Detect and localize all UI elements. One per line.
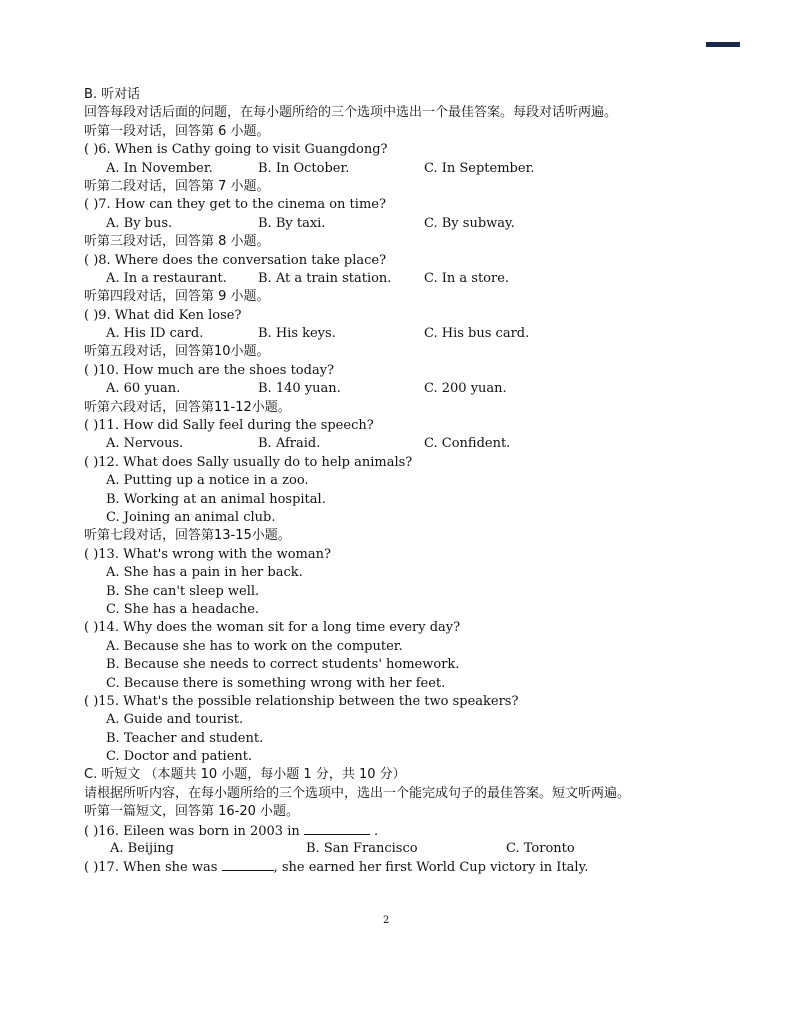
answer-blank-16 [304,822,370,835]
option-9a: A. His ID card. [106,326,204,342]
option-13c: C. She has a headache. [106,601,260,617]
question-17 [84,858,734,876]
passage-intro-1: 听第一篇短文，回答第 16-20 小题。 [84,804,300,820]
question-17-stem: ( )17. When she was [84,860,222,876]
option-6a: A. In November. [106,160,213,176]
option-15c: C. Doctor and patient. [106,749,253,765]
answer-blank-17 [222,858,274,871]
options-16 [84,840,734,858]
question-10: ( )10. How much are the shoes today? [84,362,335,378]
option-12b: B. Working at an animal hospital. [106,491,326,507]
option-14b: B. Because she needs to correct students' homework. [106,657,460,673]
dialog-intro-3: 听第三段对话，回答第 8 小题。 [84,234,270,250]
question-11: ( )11. How did Sally feel during the speech? [84,418,374,434]
question-15: ( )15. What's the possible relationship between the two speakers? [84,693,519,709]
exam-sheet [84,86,734,877]
option-11c: C. Confident. [424,436,511,452]
option-9c: C. His bus card. [424,326,530,342]
option-16b: B. San Francisco [306,841,418,857]
section-b-title: B. 听对话 [84,87,141,102]
options-11 [84,435,734,453]
option-11b: B. Afraid. [258,436,321,452]
question-6: ( )6. When is Cathy going to visit Guangdong? [84,142,388,158]
option-7c: C. By subway. [424,215,515,231]
question-17-end: , she earned her first World Cup victory in Italy. [273,860,589,876]
dialog-intro-7: 听第七段对话，回答第13-15小题。 [84,528,291,544]
option-15a: A. Guide and tourist. [106,712,244,728]
option-12a: A. Putting up a notice in a zoo. [106,473,309,489]
corner-mark [706,42,740,47]
question-8: ( )8. Where does the conversation take place? [84,252,387,268]
question-16 [84,822,734,840]
question-13: ( )13. What's wrong with the woman? [84,546,331,562]
option-11a: A. Nervous. [106,436,184,452]
section-c-title: C. 听短文 （本题共 10 小题，每小题 1 分，共 10 分） [84,767,406,783]
question-14: ( )14. Why does the woman sit for a long time every day? [84,620,461,636]
options-8 [84,270,734,288]
options-7 [84,215,734,233]
option-8a: A. In a restaurant. [106,270,227,286]
option-12c: C. Joining an animal club. [106,509,276,525]
option-13b: B. She can't sleep well. [106,583,260,599]
section-b-instruction: 回答每段对话后面的问题，在每小题所给的三个选项中选出一个最佳答案。每段对话听两遍。 [84,105,618,121]
option-16c: C. Toronto [506,841,575,857]
option-14a: A. Because she has to work on the computer. [106,638,403,654]
options-9 [84,325,734,343]
option-13a: A. She has a pain in her back. [106,565,303,581]
option-9b: B. His keys. [258,326,336,342]
section-c-instruction: 请根据所听内容，在每小题所给的三个选项中，选出一个能完成句子的最佳答案。短文听两遍。 [84,785,631,801]
options-10 [84,380,734,398]
dialog-intro-6: 听第六段对话，回答第11-12小题。 [84,399,291,415]
question-9: ( )9. What did Ken lose? [84,307,242,323]
option-7b: B. By taxi. [258,215,326,231]
dialog-intro-1: 听第一段对话，回答第 6 小题。 [84,123,270,139]
option-6c: C. In September. [424,160,535,176]
option-8c: C. In a store. [424,270,510,286]
option-10b: B. 140 yuan. [258,381,341,397]
question-16-end: . [369,823,379,839]
dialog-intro-2: 听第二段对话，回答第 7 小题。 [84,178,270,194]
page-number: 2 [383,915,390,926]
option-8b: B. At a train station. [258,270,392,286]
dialog-intro-4: 听第四段对话，回答第 9 小题。 [84,289,270,305]
option-6b: B. In October. [258,160,350,176]
option-7a: A. By bus. [106,215,173,231]
option-15b: B. Teacher and student. [106,730,264,746]
options-6 [84,160,734,178]
dialog-intro-5: 听第五段对话，回答第10小题。 [84,344,270,360]
option-16a: A. Beijing [110,841,174,857]
question-16-stem: ( )16. Eileen was born in 2003 in [84,823,304,839]
question-7: ( )7. How can they get to the cinema on time? [84,197,386,213]
option-10a: A. 60 yuan. [106,381,181,397]
question-12: ( )12. What does Sally usually do to help animals? [84,454,413,470]
option-14c: C. Because there is something wrong with her feet. [106,675,446,691]
option-10c: C. 200 yuan. [424,381,507,397]
